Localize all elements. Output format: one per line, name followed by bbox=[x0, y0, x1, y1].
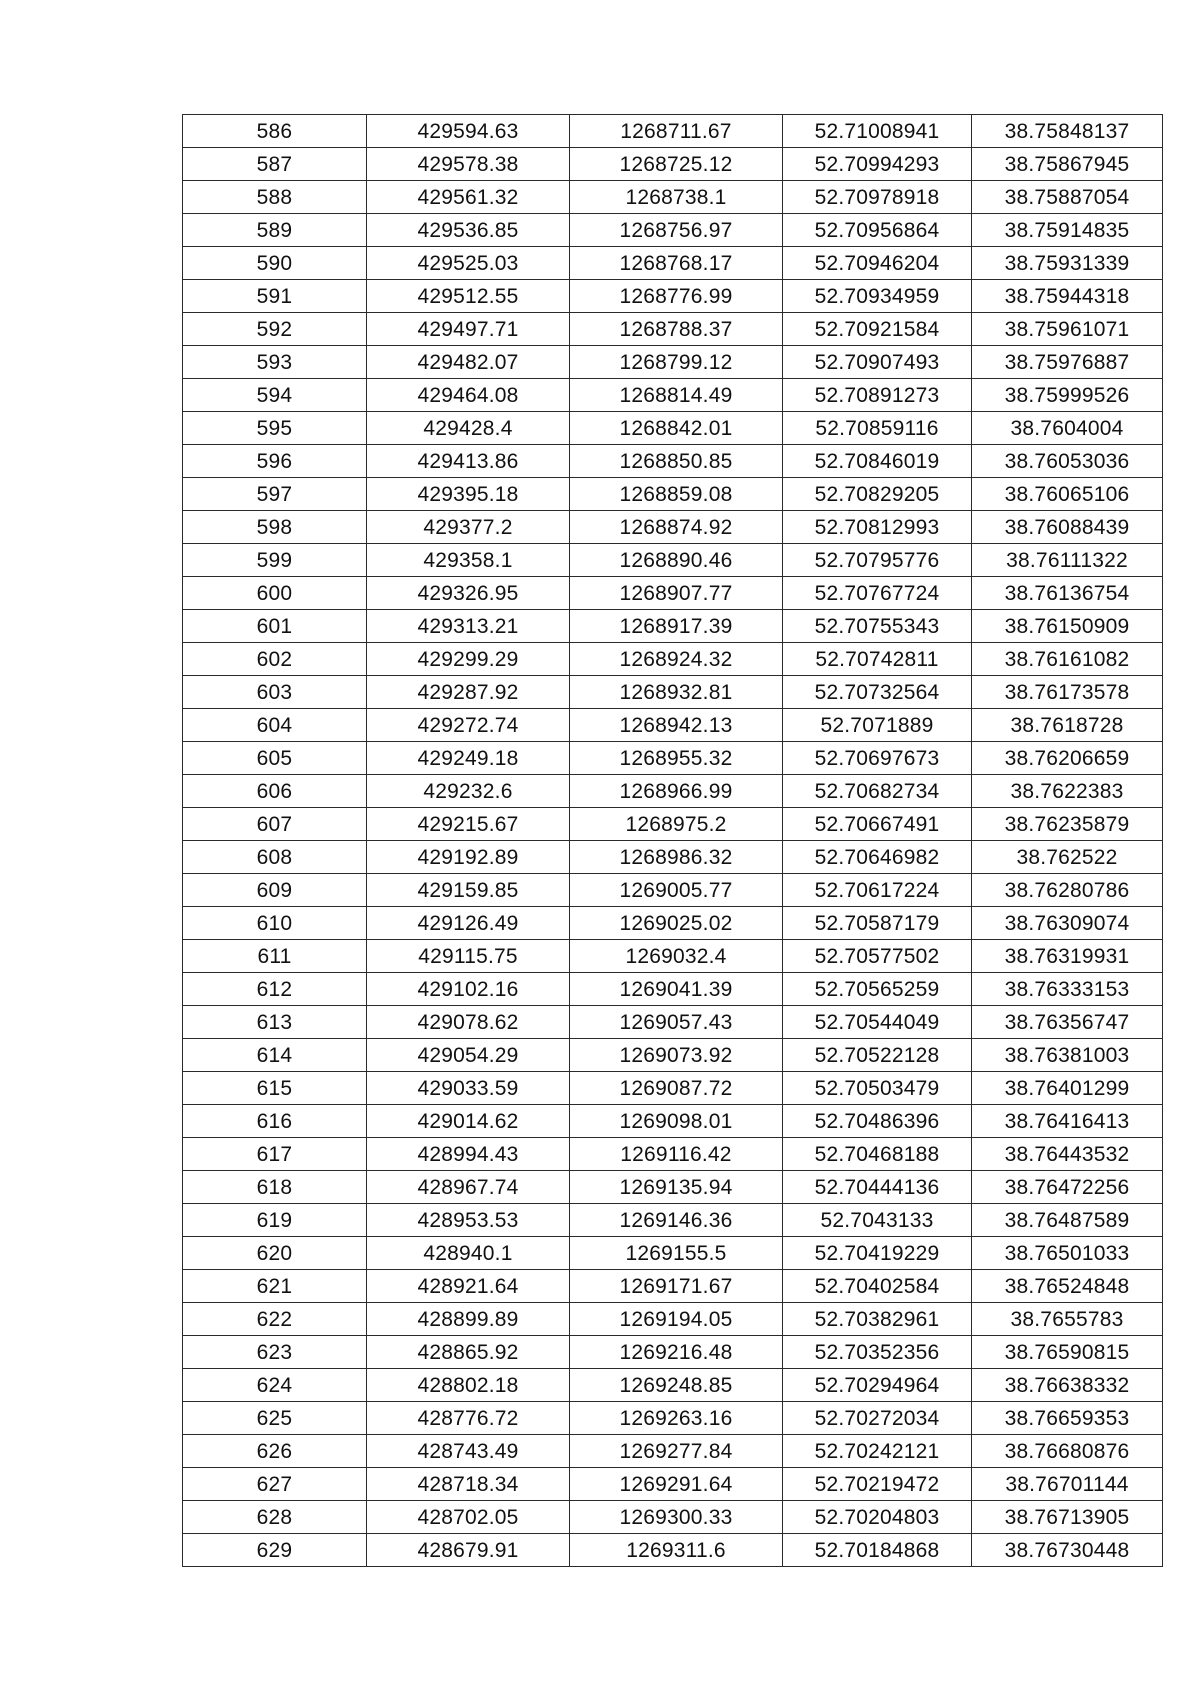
longitude-cell: 38.75944318 bbox=[972, 280, 1163, 313]
longitude-cell: 38.75961071 bbox=[972, 313, 1163, 346]
x-coordinate-cell: 428776.72 bbox=[367, 1402, 570, 1435]
table-row bbox=[183, 1138, 1163, 1171]
coordinates-table bbox=[182, 114, 1163, 1567]
y-coordinate-cell: 1269216.48 bbox=[570, 1336, 783, 1369]
x-coordinate-cell: 429014.62 bbox=[367, 1105, 570, 1138]
longitude-cell: 38.75867945 bbox=[972, 148, 1163, 181]
longitude-cell: 38.76235879 bbox=[972, 808, 1163, 841]
point-number-cell: 629 bbox=[183, 1534, 367, 1567]
longitude-cell: 38.76381003 bbox=[972, 1039, 1163, 1072]
y-coordinate-cell: 1268924.32 bbox=[570, 643, 783, 676]
longitude-cell: 38.76173578 bbox=[972, 676, 1163, 709]
y-coordinate-cell: 1269025.02 bbox=[570, 907, 783, 940]
point-number-cell: 610 bbox=[183, 907, 367, 940]
x-coordinate-cell: 429159.85 bbox=[367, 874, 570, 907]
point-number-cell: 613 bbox=[183, 1006, 367, 1039]
point-number-cell: 605 bbox=[183, 742, 367, 775]
table-row bbox=[183, 1534, 1163, 1567]
y-coordinate-cell: 1269171.67 bbox=[570, 1270, 783, 1303]
point-number-cell: 608 bbox=[183, 841, 367, 874]
x-coordinate-cell: 429497.71 bbox=[367, 313, 570, 346]
point-number-cell: 602 bbox=[183, 643, 367, 676]
point-number-cell: 609 bbox=[183, 874, 367, 907]
x-coordinate-cell: 429377.2 bbox=[367, 511, 570, 544]
y-coordinate-cell: 1269032.4 bbox=[570, 940, 783, 973]
longitude-cell: 38.75976887 bbox=[972, 346, 1163, 379]
table-row bbox=[183, 676, 1163, 709]
longitude-cell: 38.76206659 bbox=[972, 742, 1163, 775]
point-number-cell: 587 bbox=[183, 148, 367, 181]
point-number-cell: 592 bbox=[183, 313, 367, 346]
y-coordinate-cell: 1269057.43 bbox=[570, 1006, 783, 1039]
latitude-cell: 52.70468188 bbox=[783, 1138, 972, 1171]
x-coordinate-cell: 428953.53 bbox=[367, 1204, 570, 1237]
y-coordinate-cell: 1269291.64 bbox=[570, 1468, 783, 1501]
table-row bbox=[183, 775, 1163, 808]
point-number-cell: 598 bbox=[183, 511, 367, 544]
longitude-cell: 38.7604004 bbox=[972, 412, 1163, 445]
y-coordinate-cell: 1268966.99 bbox=[570, 775, 783, 808]
longitude-cell: 38.76088439 bbox=[972, 511, 1163, 544]
table-row bbox=[183, 1435, 1163, 1468]
table-row bbox=[183, 214, 1163, 247]
point-number-cell: 599 bbox=[183, 544, 367, 577]
y-coordinate-cell: 1268738.1 bbox=[570, 181, 783, 214]
latitude-cell: 52.70829205 bbox=[783, 478, 972, 511]
x-coordinate-cell: 429102.16 bbox=[367, 973, 570, 1006]
longitude-cell: 38.76319931 bbox=[972, 940, 1163, 973]
table-row bbox=[183, 1006, 1163, 1039]
longitude-cell: 38.76501033 bbox=[972, 1237, 1163, 1270]
latitude-cell: 52.70184868 bbox=[783, 1534, 972, 1567]
latitude-cell: 52.70859116 bbox=[783, 412, 972, 445]
longitude-cell: 38.76161082 bbox=[972, 643, 1163, 676]
x-coordinate-cell: 429249.18 bbox=[367, 742, 570, 775]
table-row bbox=[183, 577, 1163, 610]
table-row bbox=[183, 181, 1163, 214]
point-number-cell: 618 bbox=[183, 1171, 367, 1204]
longitude-cell: 38.75887054 bbox=[972, 181, 1163, 214]
longitude-cell: 38.76638332 bbox=[972, 1369, 1163, 1402]
latitude-cell: 52.70994293 bbox=[783, 148, 972, 181]
x-coordinate-cell: 428967.74 bbox=[367, 1171, 570, 1204]
x-coordinate-cell: 428940.1 bbox=[367, 1237, 570, 1270]
longitude-cell: 38.76150909 bbox=[972, 610, 1163, 643]
table-row bbox=[183, 115, 1163, 148]
y-coordinate-cell: 1269194.05 bbox=[570, 1303, 783, 1336]
latitude-cell: 52.70755343 bbox=[783, 610, 972, 643]
table-row bbox=[183, 1369, 1163, 1402]
longitude-cell: 38.76487589 bbox=[972, 1204, 1163, 1237]
x-coordinate-cell: 428702.05 bbox=[367, 1501, 570, 1534]
x-coordinate-cell: 428679.91 bbox=[367, 1534, 570, 1567]
latitude-cell: 52.70587179 bbox=[783, 907, 972, 940]
x-coordinate-cell: 429313.21 bbox=[367, 610, 570, 643]
coordinates-table-body bbox=[183, 115, 1163, 1567]
latitude-cell: 52.70382961 bbox=[783, 1303, 972, 1336]
x-coordinate-cell: 428743.49 bbox=[367, 1435, 570, 1468]
y-coordinate-cell: 1268788.37 bbox=[570, 313, 783, 346]
x-coordinate-cell: 429272.74 bbox=[367, 709, 570, 742]
longitude-cell: 38.7622383 bbox=[972, 775, 1163, 808]
point-number-cell: 604 bbox=[183, 709, 367, 742]
x-coordinate-cell: 429299.29 bbox=[367, 643, 570, 676]
latitude-cell: 52.70242121 bbox=[783, 1435, 972, 1468]
x-coordinate-cell: 429594.63 bbox=[367, 115, 570, 148]
point-number-cell: 586 bbox=[183, 115, 367, 148]
latitude-cell: 52.70544049 bbox=[783, 1006, 972, 1039]
longitude-cell: 38.75931339 bbox=[972, 247, 1163, 280]
table-row bbox=[183, 907, 1163, 940]
y-coordinate-cell: 1269311.6 bbox=[570, 1534, 783, 1567]
y-coordinate-cell: 1268725.12 bbox=[570, 148, 783, 181]
longitude-cell: 38.76659353 bbox=[972, 1402, 1163, 1435]
latitude-cell: 52.70795776 bbox=[783, 544, 972, 577]
y-coordinate-cell: 1268776.99 bbox=[570, 280, 783, 313]
longitude-cell: 38.76053036 bbox=[972, 445, 1163, 478]
table-row bbox=[183, 643, 1163, 676]
latitude-cell: 52.70697673 bbox=[783, 742, 972, 775]
y-coordinate-cell: 1268850.85 bbox=[570, 445, 783, 478]
y-coordinate-cell: 1269005.77 bbox=[570, 874, 783, 907]
y-coordinate-cell: 1268890.46 bbox=[570, 544, 783, 577]
table-row bbox=[183, 1105, 1163, 1138]
y-coordinate-cell: 1269277.84 bbox=[570, 1435, 783, 1468]
x-coordinate-cell: 429326.95 bbox=[367, 577, 570, 610]
longitude-cell: 38.76590815 bbox=[972, 1336, 1163, 1369]
point-number-cell: 603 bbox=[183, 676, 367, 709]
y-coordinate-cell: 1268955.32 bbox=[570, 742, 783, 775]
table-row bbox=[183, 874, 1163, 907]
longitude-cell: 38.76401299 bbox=[972, 1072, 1163, 1105]
latitude-cell: 52.70617224 bbox=[783, 874, 972, 907]
longitude-cell: 38.7655783 bbox=[972, 1303, 1163, 1336]
y-coordinate-cell: 1268768.17 bbox=[570, 247, 783, 280]
point-number-cell: 612 bbox=[183, 973, 367, 1006]
point-number-cell: 606 bbox=[183, 775, 367, 808]
longitude-cell: 38.75999526 bbox=[972, 379, 1163, 412]
latitude-cell: 52.70204803 bbox=[783, 1501, 972, 1534]
latitude-cell: 52.70934959 bbox=[783, 280, 972, 313]
latitude-cell: 52.70742811 bbox=[783, 643, 972, 676]
latitude-cell: 52.70946204 bbox=[783, 247, 972, 280]
latitude-cell: 52.70272034 bbox=[783, 1402, 972, 1435]
table-row bbox=[183, 1468, 1163, 1501]
x-coordinate-cell: 429358.1 bbox=[367, 544, 570, 577]
x-coordinate-cell: 429464.08 bbox=[367, 379, 570, 412]
table-row bbox=[183, 841, 1163, 874]
longitude-cell: 38.76713905 bbox=[972, 1501, 1163, 1534]
longitude-cell: 38.76333153 bbox=[972, 973, 1163, 1006]
table-row bbox=[183, 610, 1163, 643]
longitude-cell: 38.76309074 bbox=[972, 907, 1163, 940]
y-coordinate-cell: 1268814.49 bbox=[570, 379, 783, 412]
table-row bbox=[183, 1402, 1163, 1435]
table-row bbox=[183, 1039, 1163, 1072]
point-number-cell: 624 bbox=[183, 1369, 367, 1402]
latitude-cell: 52.70812993 bbox=[783, 511, 972, 544]
x-coordinate-cell: 428802.18 bbox=[367, 1369, 570, 1402]
longitude-cell: 38.76111322 bbox=[972, 544, 1163, 577]
y-coordinate-cell: 1269116.42 bbox=[570, 1138, 783, 1171]
y-coordinate-cell: 1269155.5 bbox=[570, 1237, 783, 1270]
y-coordinate-cell: 1268799.12 bbox=[570, 346, 783, 379]
point-number-cell: 619 bbox=[183, 1204, 367, 1237]
latitude-cell: 52.7043133 bbox=[783, 1204, 972, 1237]
y-coordinate-cell: 1269135.94 bbox=[570, 1171, 783, 1204]
longitude-cell: 38.76701144 bbox=[972, 1468, 1163, 1501]
table-row bbox=[183, 1303, 1163, 1336]
table-row bbox=[183, 313, 1163, 346]
y-coordinate-cell: 1268711.67 bbox=[570, 115, 783, 148]
x-coordinate-cell: 429395.18 bbox=[367, 478, 570, 511]
x-coordinate-cell: 428994.43 bbox=[367, 1138, 570, 1171]
table-row bbox=[183, 478, 1163, 511]
point-number-cell: 590 bbox=[183, 247, 367, 280]
table-row bbox=[183, 1336, 1163, 1369]
table-row bbox=[183, 412, 1163, 445]
latitude-cell: 52.70219472 bbox=[783, 1468, 972, 1501]
y-coordinate-cell: 1269041.39 bbox=[570, 973, 783, 1006]
y-coordinate-cell: 1268917.39 bbox=[570, 610, 783, 643]
longitude-cell: 38.75914835 bbox=[972, 214, 1163, 247]
latitude-cell: 52.70486396 bbox=[783, 1105, 972, 1138]
longitude-cell: 38.76443532 bbox=[972, 1138, 1163, 1171]
point-number-cell: 627 bbox=[183, 1468, 367, 1501]
point-number-cell: 588 bbox=[183, 181, 367, 214]
x-coordinate-cell: 428921.64 bbox=[367, 1270, 570, 1303]
latitude-cell: 52.70646982 bbox=[783, 841, 972, 874]
longitude-cell: 38.76730448 bbox=[972, 1534, 1163, 1567]
longitude-cell: 38.762522 bbox=[972, 841, 1163, 874]
longitude-cell: 38.76472256 bbox=[972, 1171, 1163, 1204]
point-number-cell: 595 bbox=[183, 412, 367, 445]
latitude-cell: 52.70503479 bbox=[783, 1072, 972, 1105]
latitude-cell: 52.70921584 bbox=[783, 313, 972, 346]
table-row bbox=[183, 973, 1163, 1006]
point-number-cell: 589 bbox=[183, 214, 367, 247]
x-coordinate-cell: 429033.59 bbox=[367, 1072, 570, 1105]
table-row bbox=[183, 511, 1163, 544]
latitude-cell: 52.70956864 bbox=[783, 214, 972, 247]
x-coordinate-cell: 429192.89 bbox=[367, 841, 570, 874]
x-coordinate-cell: 429232.6 bbox=[367, 775, 570, 808]
longitude-cell: 38.76680876 bbox=[972, 1435, 1163, 1468]
latitude-cell: 52.71008941 bbox=[783, 115, 972, 148]
point-number-cell: 600 bbox=[183, 577, 367, 610]
x-coordinate-cell: 428865.92 bbox=[367, 1336, 570, 1369]
table-row bbox=[183, 709, 1163, 742]
point-number-cell: 607 bbox=[183, 808, 367, 841]
table-row bbox=[183, 247, 1163, 280]
latitude-cell: 52.70294964 bbox=[783, 1369, 972, 1402]
table-row bbox=[183, 742, 1163, 775]
table-row bbox=[183, 280, 1163, 313]
x-coordinate-cell: 429215.67 bbox=[367, 808, 570, 841]
table-row bbox=[183, 808, 1163, 841]
point-number-cell: 623 bbox=[183, 1336, 367, 1369]
table-row bbox=[183, 1171, 1163, 1204]
x-coordinate-cell: 429578.38 bbox=[367, 148, 570, 181]
point-number-cell: 591 bbox=[183, 280, 367, 313]
longitude-cell: 38.75848137 bbox=[972, 115, 1163, 148]
point-number-cell: 615 bbox=[183, 1072, 367, 1105]
point-number-cell: 596 bbox=[183, 445, 367, 478]
longitude-cell: 38.76280786 bbox=[972, 874, 1163, 907]
y-coordinate-cell: 1268756.97 bbox=[570, 214, 783, 247]
y-coordinate-cell: 1268842.01 bbox=[570, 412, 783, 445]
table-row bbox=[183, 379, 1163, 412]
point-number-cell: 601 bbox=[183, 610, 367, 643]
y-coordinate-cell: 1268975.2 bbox=[570, 808, 783, 841]
x-coordinate-cell: 429561.32 bbox=[367, 181, 570, 214]
x-coordinate-cell: 429512.55 bbox=[367, 280, 570, 313]
latitude-cell: 52.70419229 bbox=[783, 1237, 972, 1270]
latitude-cell: 52.70767724 bbox=[783, 577, 972, 610]
x-coordinate-cell: 429536.85 bbox=[367, 214, 570, 247]
x-coordinate-cell: 428899.89 bbox=[367, 1303, 570, 1336]
table-row bbox=[183, 544, 1163, 577]
latitude-cell: 52.70444136 bbox=[783, 1171, 972, 1204]
point-number-cell: 593 bbox=[183, 346, 367, 379]
point-number-cell: 617 bbox=[183, 1138, 367, 1171]
latitude-cell: 52.70402584 bbox=[783, 1270, 972, 1303]
latitude-cell: 52.70682734 bbox=[783, 775, 972, 808]
x-coordinate-cell: 429287.92 bbox=[367, 676, 570, 709]
table-row bbox=[183, 148, 1163, 181]
point-number-cell: 614 bbox=[183, 1039, 367, 1072]
x-coordinate-cell: 429115.75 bbox=[367, 940, 570, 973]
point-number-cell: 611 bbox=[183, 940, 367, 973]
point-number-cell: 620 bbox=[183, 1237, 367, 1270]
y-coordinate-cell: 1269146.36 bbox=[570, 1204, 783, 1237]
table-row bbox=[183, 940, 1163, 973]
table-row bbox=[183, 445, 1163, 478]
point-number-cell: 622 bbox=[183, 1303, 367, 1336]
point-number-cell: 625 bbox=[183, 1402, 367, 1435]
point-number-cell: 594 bbox=[183, 379, 367, 412]
point-number-cell: 626 bbox=[183, 1435, 367, 1468]
y-coordinate-cell: 1268859.08 bbox=[570, 478, 783, 511]
latitude-cell: 52.70667491 bbox=[783, 808, 972, 841]
point-number-cell: 616 bbox=[183, 1105, 367, 1138]
latitude-cell: 52.70577502 bbox=[783, 940, 972, 973]
x-coordinate-cell: 429482.07 bbox=[367, 346, 570, 379]
x-coordinate-cell: 428718.34 bbox=[367, 1468, 570, 1501]
latitude-cell: 52.70565259 bbox=[783, 973, 972, 1006]
y-coordinate-cell: 1269300.33 bbox=[570, 1501, 783, 1534]
longitude-cell: 38.76136754 bbox=[972, 577, 1163, 610]
longitude-cell: 38.76065106 bbox=[972, 478, 1163, 511]
longitude-cell: 38.76356747 bbox=[972, 1006, 1163, 1039]
table-row bbox=[183, 1270, 1163, 1303]
y-coordinate-cell: 1268986.32 bbox=[570, 841, 783, 874]
latitude-cell: 52.70352356 bbox=[783, 1336, 972, 1369]
latitude-cell: 52.70732564 bbox=[783, 676, 972, 709]
y-coordinate-cell: 1269087.72 bbox=[570, 1072, 783, 1105]
y-coordinate-cell: 1268907.77 bbox=[570, 577, 783, 610]
table-row bbox=[183, 1072, 1163, 1105]
latitude-cell: 52.70907493 bbox=[783, 346, 972, 379]
table-row bbox=[183, 1237, 1163, 1270]
longitude-cell: 38.76524848 bbox=[972, 1270, 1163, 1303]
table-row bbox=[183, 346, 1163, 379]
x-coordinate-cell: 429078.62 bbox=[367, 1006, 570, 1039]
longitude-cell: 38.76416413 bbox=[972, 1105, 1163, 1138]
y-coordinate-cell: 1269263.16 bbox=[570, 1402, 783, 1435]
table-row bbox=[183, 1501, 1163, 1534]
latitude-cell: 52.70978918 bbox=[783, 181, 972, 214]
latitude-cell: 52.70846019 bbox=[783, 445, 972, 478]
point-number-cell: 628 bbox=[183, 1501, 367, 1534]
x-coordinate-cell: 429126.49 bbox=[367, 907, 570, 940]
y-coordinate-cell: 1269073.92 bbox=[570, 1039, 783, 1072]
x-coordinate-cell: 429413.86 bbox=[367, 445, 570, 478]
y-coordinate-cell: 1269098.01 bbox=[570, 1105, 783, 1138]
latitude-cell: 52.7071889 bbox=[783, 709, 972, 742]
point-number-cell: 597 bbox=[183, 478, 367, 511]
point-number-cell: 621 bbox=[183, 1270, 367, 1303]
x-coordinate-cell: 429428.4 bbox=[367, 412, 570, 445]
table-row bbox=[183, 1204, 1163, 1237]
longitude-cell: 38.7618728 bbox=[972, 709, 1163, 742]
y-coordinate-cell: 1268932.81 bbox=[570, 676, 783, 709]
y-coordinate-cell: 1268942.13 bbox=[570, 709, 783, 742]
latitude-cell: 52.70522128 bbox=[783, 1039, 972, 1072]
x-coordinate-cell: 429525.03 bbox=[367, 247, 570, 280]
y-coordinate-cell: 1268874.92 bbox=[570, 511, 783, 544]
x-coordinate-cell: 429054.29 bbox=[367, 1039, 570, 1072]
y-coordinate-cell: 1269248.85 bbox=[570, 1369, 783, 1402]
latitude-cell: 52.70891273 bbox=[783, 379, 972, 412]
